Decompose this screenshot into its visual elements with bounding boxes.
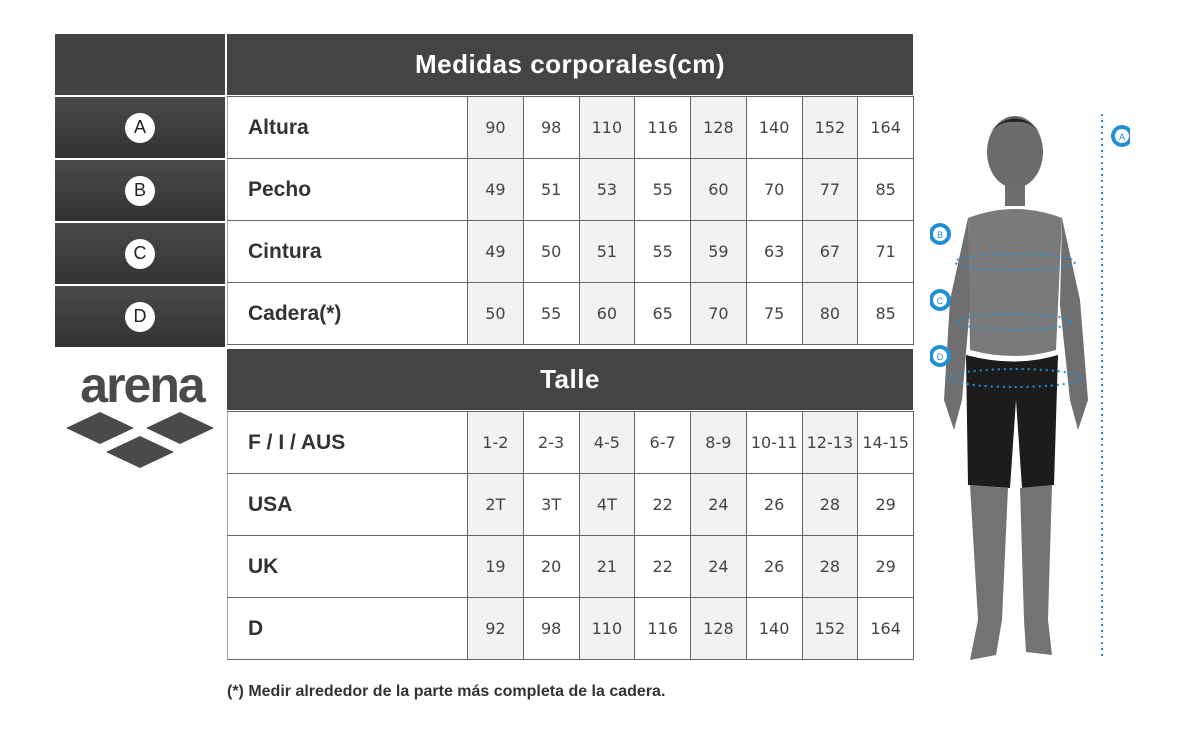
size-value-cell: 92: [468, 598, 524, 660]
measure-value-cell: 70: [746, 159, 802, 221]
size-value-cell: 20: [523, 536, 579, 598]
size-value-cell: 29: [858, 474, 914, 536]
size-value-cell: 2T: [468, 474, 524, 536]
size-value-cell: 116: [635, 598, 691, 660]
measure-value-cell: 49: [468, 221, 524, 283]
measure-row: [228, 97, 914, 159]
measure-value-cell: 110: [579, 97, 635, 159]
marker-cell-b: [55, 160, 225, 221]
measure-row: [228, 221, 914, 283]
measure-value-cell: 59: [691, 221, 747, 283]
size-value-cell: 24: [691, 474, 747, 536]
size-row-label: UK: [228, 536, 468, 598]
pin-d-icon: [930, 345, 951, 367]
size-value-cell: 29: [858, 536, 914, 598]
size-value-cell: 10-11: [746, 412, 802, 474]
figure-swim-jammer: [966, 355, 1058, 488]
size-row-label: F / I / AUS: [228, 412, 468, 474]
size-value-cell: 6-7: [635, 412, 691, 474]
size-value-cell: 28: [802, 474, 858, 536]
size-value-cell: 128: [691, 598, 747, 660]
marker-a: A: [125, 113, 155, 143]
size-value-cell: 2-3: [523, 412, 579, 474]
measure-value-cell: 152: [802, 97, 858, 159]
measure-value-cell: 51: [579, 221, 635, 283]
header-corner: [55, 34, 225, 95]
brand-wordmark: arena: [80, 360, 204, 413]
measure-value-cell: 55: [635, 221, 691, 283]
logo-diamond-bottom: [106, 436, 174, 468]
svg-text:A: A: [1118, 132, 1126, 142]
pin-a-icon: [1111, 125, 1130, 147]
measure-value-cell: 116: [635, 97, 691, 159]
size-value-cell: 164: [858, 598, 914, 660]
size-value-cell: 140: [746, 598, 802, 660]
size-value-cell: 1-2: [468, 412, 524, 474]
measure-value-cell: 63: [746, 221, 802, 283]
size-header: Talle: [227, 349, 913, 410]
size-header-left-spacer: [55, 349, 227, 350]
measure-value-cell: 77: [802, 159, 858, 221]
measure-value-cell: 49: [468, 159, 524, 221]
size-value-cell: 22: [635, 474, 691, 536]
marker-cell-d: [55, 286, 225, 347]
figure-right-arm: [1060, 218, 1088, 430]
measure-value-cell: 65: [635, 283, 691, 345]
size-value-cell: 110: [579, 598, 635, 660]
measure-value-cell: 53: [579, 159, 635, 221]
measure-value-cell: 98: [523, 97, 579, 159]
size-row-label: D: [228, 598, 468, 660]
marker-d: D: [125, 302, 155, 332]
measure-value-cell: 164: [858, 97, 914, 159]
size-value-cell: 24: [691, 536, 747, 598]
measure-value-cell: 140: [746, 97, 802, 159]
size-value-cell: 19: [468, 536, 524, 598]
measure-value-cell: 50: [523, 221, 579, 283]
marker-c: C: [125, 239, 155, 269]
measure-row-label: Altura: [228, 97, 468, 159]
marker-cell-a: [55, 97, 225, 158]
measure-value-cell: 85: [858, 159, 914, 221]
measure-value-cell: 60: [579, 283, 635, 345]
measure-value-cell: 51: [523, 159, 579, 221]
measure-value-cell: 75: [746, 283, 802, 345]
measure-value-cell: 67: [802, 221, 858, 283]
size-row: [228, 474, 914, 536]
measure-value-cell: 85: [858, 283, 914, 345]
marker-b: B: [125, 176, 155, 206]
measure-value-cell: 128: [691, 97, 747, 159]
size-row: [228, 598, 914, 660]
size-value-cell: 4-5: [579, 412, 635, 474]
size-value-cell: 12-13: [802, 412, 858, 474]
size-value-cell: 21: [579, 536, 635, 598]
size-value-cell: 98: [523, 598, 579, 660]
footnote: (*) Medir alrededor de la parte más completa de la cadera.: [227, 683, 666, 700]
measure-row-label: Cadera(*): [228, 283, 468, 345]
measure-row-label: Cintura: [228, 221, 468, 283]
body-measures-table: [227, 96, 914, 345]
boy-figure-illustration: [930, 100, 1130, 680]
measure-value-cell: 55: [523, 283, 579, 345]
arena-logo: [62, 360, 222, 480]
measure-row-label: Pecho: [228, 159, 468, 221]
size-row: [228, 412, 914, 474]
svg-text:D: D: [936, 352, 944, 362]
size-value-cell: 4T: [579, 474, 635, 536]
logo-diamond-right: [146, 412, 214, 444]
figure-torso: [968, 209, 1062, 356]
measure-row: [228, 159, 914, 221]
size-value-cell: 26: [746, 536, 802, 598]
size-value-cell: 28: [802, 536, 858, 598]
size-value-cell: 8-9: [691, 412, 747, 474]
measure-value-cell: 90: [468, 97, 524, 159]
figure-left-leg: [970, 485, 1008, 660]
size-value-cell: 3T: [523, 474, 579, 536]
size-row-label: USA: [228, 474, 468, 536]
size-value-cell: 152: [802, 598, 858, 660]
measures-header: Medidas corporales(cm): [227, 34, 913, 95]
svg-text:C: C: [936, 296, 944, 306]
size-table: [227, 411, 914, 660]
figure-neck: [1005, 184, 1025, 206]
size-row: [228, 536, 914, 598]
measure-value-cell: 50: [468, 283, 524, 345]
measure-value-cell: 70: [691, 283, 747, 345]
measure-row: [228, 283, 914, 345]
measure-value-cell: 80: [802, 283, 858, 345]
size-value-cell: 26: [746, 474, 802, 536]
logo-diamond-left: [66, 412, 134, 444]
size-value-cell: 14-15: [858, 412, 914, 474]
figure-right-leg: [1020, 485, 1052, 655]
marker-cell-c: [55, 223, 225, 284]
measure-value-cell: 60: [691, 159, 747, 221]
figure-left-arm: [944, 218, 970, 430]
size-value-cell: 22: [635, 536, 691, 598]
svg-text:B: B: [936, 230, 944, 240]
pin-b-icon: [930, 223, 951, 245]
pin-c-icon: [930, 289, 951, 311]
measure-value-cell: 71: [858, 221, 914, 283]
measure-value-cell: 55: [635, 159, 691, 221]
